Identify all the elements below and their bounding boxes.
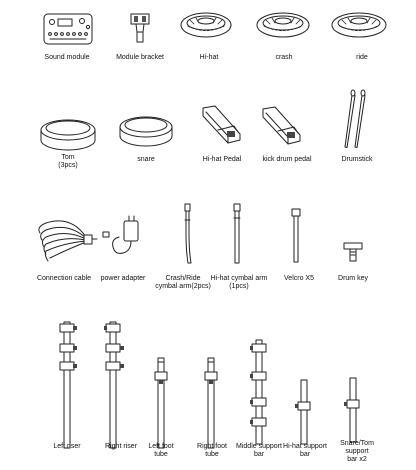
module-bracket-drawing bbox=[131, 14, 149, 42]
drum-key-label-line: Drum key bbox=[338, 275, 368, 282]
hi-hat-pedal-label bbox=[185, 156, 259, 164]
hi-hat-support-bar-label-line: bar bbox=[299, 451, 311, 458]
left-riser-label-line: Left riser bbox=[53, 443, 81, 450]
tom-drawing bbox=[41, 120, 95, 150]
right-foot-tube-label-line: tube bbox=[205, 451, 219, 458]
hi-hat-support-bar-label-line: Hi-hat support bbox=[283, 443, 327, 450]
drumstick-label-line: Drumstick bbox=[341, 156, 373, 163]
hi-hat-support-bar-drawing bbox=[295, 380, 310, 444]
crash-drawing bbox=[257, 13, 309, 37]
kick-drum-pedal-drawing bbox=[263, 107, 300, 144]
snare-tom-support-bar-label-line: Snare/Tom bbox=[340, 440, 374, 447]
tom-label bbox=[31, 154, 105, 170]
right-foot-tube-drawing bbox=[205, 358, 217, 448]
snare-tom-support-bar-drawing bbox=[344, 378, 359, 442]
middle-support-bar-drawing bbox=[250, 340, 266, 444]
hi-hat-pedal-label-line: Hi-hat Pedal bbox=[202, 156, 242, 163]
drum-key-label bbox=[316, 275, 390, 283]
hi-hat-label-line: Hi-hat bbox=[199, 54, 219, 61]
velcro-label-line: Velcro X5 bbox=[284, 275, 314, 282]
crash-ride-arm-label-line: cymbal arm(2pcs) bbox=[155, 283, 211, 290]
module-bracket-label bbox=[103, 54, 177, 62]
snare-tom-support-bar-label-line: support bbox=[345, 448, 369, 455]
power-adapter-drawing bbox=[103, 216, 138, 253]
sound-module-label bbox=[30, 54, 104, 62]
sound-module-label-line: Sound module bbox=[44, 54, 90, 61]
connection-cable-label-line: Connection cable bbox=[36, 275, 92, 282]
ride-label-line: ride bbox=[356, 54, 368, 61]
drumstick-label bbox=[320, 156, 394, 164]
tom-label-line: (3pcs) bbox=[58, 162, 78, 169]
snare-drawing bbox=[120, 117, 172, 146]
crash-ride-arm-label-line: Crash/Ride bbox=[165, 275, 201, 282]
right-riser-label-line: Right riser bbox=[105, 443, 137, 450]
connection-cable-drawing bbox=[39, 221, 97, 261]
middle-support-bar-label-line: bar bbox=[253, 451, 265, 458]
snare-tom-support-bar-label-line: bar x2 bbox=[347, 456, 367, 463]
kick-drum-pedal-label-line: kick drum pedal bbox=[262, 156, 312, 163]
crash-label-line: crash bbox=[275, 54, 293, 61]
hi-hat-drawing bbox=[181, 13, 231, 37]
hi-hat-arm-label-line: (1pcs) bbox=[229, 283, 249, 290]
power-adapter-label-line: power adapter bbox=[100, 275, 146, 282]
snare-label-line: snare bbox=[137, 156, 155, 163]
module-bracket-label-line: Module bracket bbox=[116, 54, 164, 61]
tom-label-line: Tom bbox=[61, 154, 75, 161]
velcro-drawing bbox=[292, 209, 300, 262]
snare-tom-support-bar-label bbox=[320, 440, 394, 464]
crash-label bbox=[247, 54, 321, 62]
hi-hat-pedal-drawing bbox=[203, 106, 240, 143]
ride-label bbox=[325, 54, 399, 62]
hi-hat-arm-label-line: Hi-hat cymbal arm bbox=[210, 275, 268, 282]
left-foot-tube-drawing bbox=[155, 358, 167, 448]
crash-ride-arm-drawing bbox=[185, 204, 191, 263]
left-foot-tube-label-line: Left foot bbox=[148, 443, 174, 450]
ride-drawing bbox=[332, 13, 386, 37]
hi-hat-arm-drawing bbox=[234, 204, 240, 263]
right-foot-tube-label-line: Right foot bbox=[197, 443, 227, 450]
right-riser-drawing bbox=[104, 322, 124, 448]
hi-hat-label bbox=[172, 54, 246, 62]
drumstick-drawing bbox=[345, 90, 365, 148]
middle-support-bar-label-line: Middle support bbox=[236, 443, 282, 450]
drum-key-drawing bbox=[344, 243, 362, 261]
sound-module-drawing bbox=[44, 14, 92, 44]
snare-label bbox=[109, 156, 183, 164]
left-riser-drawing bbox=[60, 322, 77, 448]
kick-drum-pedal-label bbox=[250, 156, 324, 164]
left-foot-tube-label-line: tube bbox=[154, 451, 168, 458]
